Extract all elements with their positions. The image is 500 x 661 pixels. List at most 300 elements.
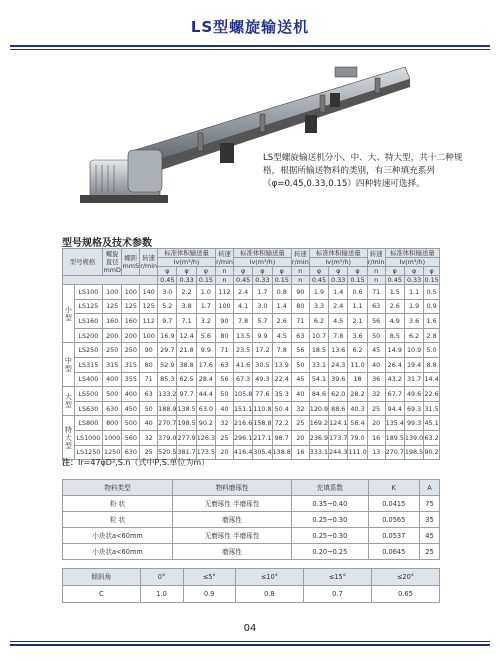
material-header: K [368, 480, 419, 496]
capacity-cell: 1.9 [309, 285, 328, 300]
material-cell: 粒 状 [63, 512, 173, 528]
capacity-cell: 45.1 [424, 416, 440, 431]
note-text: Ir=47φD²,S.n（式中P,S.单位为m） [78, 458, 210, 467]
capacity-cell: 39.6 [329, 372, 348, 387]
header-n: n [367, 267, 385, 276]
capacity-cell: 158.8 [253, 416, 272, 431]
speed-cell: 50 [291, 357, 309, 372]
header-speed: 转速r/min [367, 249, 385, 266]
capacity-cell: 4.5 [272, 328, 291, 343]
speed-cell: 90 [140, 343, 158, 358]
group-label: 大型 [63, 387, 75, 416]
title-rule-thin [10, 49, 490, 50]
capacity-cell: 72.2 [272, 416, 291, 431]
header-phi: φ [253, 267, 272, 276]
tilt-cell: 0.9 [183, 586, 235, 603]
speed-cell: 80 [140, 357, 158, 372]
capacity-cell: 3.2 [196, 314, 215, 329]
capacity-cell: 22.4 [272, 372, 291, 387]
capacity-cell: 173.7 [329, 430, 348, 445]
capacity-cell: 105.8 [233, 387, 252, 402]
capacity-cell: 35.3 [272, 387, 291, 402]
capacity-cell: 94.4 [385, 401, 404, 416]
model-cell: LS315 [74, 357, 102, 372]
group-label: 特大型 [63, 416, 75, 460]
capacity-cell: 40.3 [348, 401, 367, 416]
material-header: A [419, 480, 439, 496]
speed-cell: 63 [216, 357, 234, 372]
table-row [63, 387, 440, 402]
header-capacity: 标准体积输送量 [158, 249, 216, 258]
capacity-cell: 3.0 [158, 285, 177, 300]
tilt-cell: 0.65 [371, 586, 439, 603]
material-cell: 75 [419, 496, 439, 512]
capacity-cell: 18.5 [309, 343, 328, 358]
capacity-cell: 62.0 [329, 387, 348, 402]
capacity-cell: 270.7 [385, 445, 404, 460]
speed-cell: 71 [291, 314, 309, 329]
header-phi-value: 0.15 [348, 276, 367, 285]
capacity-cell: 138.8 [272, 445, 291, 460]
spec-table [62, 248, 440, 460]
header-n: n [367, 276, 385, 285]
material-cell: 0.0645 [368, 544, 419, 560]
model-cell: LS630 [74, 401, 102, 416]
speed-cell: 32 [216, 416, 234, 431]
capacity-cell: 69.3 [404, 401, 423, 416]
capacity-cell: 67.3 [233, 372, 252, 387]
diameter-cell: 1000 [102, 430, 121, 445]
capacity-cell: 5.2 [158, 299, 177, 314]
capacity-cell: 1.0 [196, 285, 215, 300]
header-phi: φ [158, 267, 177, 276]
capacity-cell: 3.6 [404, 314, 423, 329]
capacity-cell: 216.6 [233, 416, 252, 431]
capacity-cell: 169.2 [309, 416, 328, 431]
capacity-cell: 2.1 [348, 314, 367, 329]
material-cell: 无磨琢性 半磨琢性 [173, 496, 292, 512]
spec-header-row [63, 249, 440, 258]
capacity-cell: 85.3 [158, 372, 177, 387]
capacity-cell: 5.6 [196, 328, 215, 343]
capacity-cell: 8.8 [424, 357, 440, 372]
note-label: 注： [62, 458, 78, 467]
spec-header-row [63, 276, 440, 285]
tilt-header: 倾斜角 [63, 569, 141, 586]
model-cell: LS1250 [74, 445, 102, 460]
capacity-cell: 98.7 [272, 430, 291, 445]
capacity-cell: 26.4 [385, 357, 404, 372]
table-row [63, 586, 440, 603]
table-row [63, 496, 440, 512]
tilt-header: ≤20° [371, 569, 439, 586]
formula-note [62, 457, 209, 468]
capacity-cell: 520.5 [158, 445, 177, 460]
header-phi-value: 0.33 [329, 276, 348, 285]
capacity-cell: 90.2 [424, 445, 440, 460]
speed-cell: 32 [140, 430, 158, 445]
speed-cell: 90 [291, 285, 309, 300]
capacity-cell: 8.5 [385, 328, 404, 343]
capacity-cell: 11.0 [348, 357, 367, 372]
speed-cell: 32 [367, 387, 385, 402]
speed-cell: 40 [216, 401, 234, 416]
table-row [63, 343, 440, 358]
capacity-cell: 110.8 [253, 401, 272, 416]
capacity-cell: 2.4 [329, 299, 348, 314]
table-row [63, 401, 440, 416]
capacity-cell: 18 [348, 372, 367, 387]
speed-cell: 90 [216, 314, 234, 329]
capacity-cell: 19.4 [404, 357, 423, 372]
capacity-cell: 12.4 [177, 328, 196, 343]
capacity-cell: 28.2 [348, 387, 367, 402]
header-phi-value: 0.15 [424, 276, 439, 284]
material-cell: 小块状a<60mm [63, 544, 173, 560]
capacity-cell: 41.6 [233, 357, 252, 372]
capacity-cell: 133.2 [158, 387, 177, 402]
capacity-cell: 10.9 [404, 343, 423, 358]
speed-cell: 140 [140, 285, 158, 300]
speed-cell: 71 [216, 343, 234, 358]
capacity-cell: 5.7 [253, 314, 272, 329]
table-row [63, 357, 440, 372]
capacity-cell: 22.6 [424, 387, 440, 402]
diameter-cell: 630 [102, 401, 121, 416]
capacity-cell: 77.6 [253, 387, 272, 402]
speed-cell: 56 [216, 372, 234, 387]
model-cell: LS160 [74, 314, 102, 329]
capacity-cell: 9.7 [158, 314, 177, 329]
capacity-cell: 0.5 [424, 285, 440, 300]
capacity-cell: 1.6 [424, 314, 440, 329]
group-label: 小型 [63, 285, 75, 343]
capacity-cell: 50.4 [272, 401, 291, 416]
capacity-cell: 49.6 [404, 387, 423, 402]
speed-cell: 80 [216, 328, 234, 343]
material-header-row [63, 480, 440, 496]
material-cell: 0.0537 [368, 528, 419, 544]
header-n: n [216, 267, 234, 276]
speed-cell: 20 [291, 430, 309, 445]
model-cell: LS200 [74, 328, 102, 343]
header-n: n [291, 276, 309, 285]
capacity-cell: 138.5 [177, 401, 196, 416]
capacity-cell: 277.9 [177, 430, 196, 445]
material-cell: 45 [419, 528, 439, 544]
capacity-cell: 1.1 [348, 299, 367, 314]
header-phi-value: 0.33 [253, 276, 272, 285]
capacity-cell: 3.6 [348, 328, 367, 343]
capacity-cell: 305.4 [253, 445, 272, 460]
diameter-cell: 400 [102, 372, 121, 387]
capacity-cell: 7.8 [329, 328, 348, 343]
header-n: n [216, 276, 234, 285]
capacity-cell: 0.6 [348, 285, 367, 300]
table-row [63, 512, 440, 528]
table-row [63, 314, 440, 329]
capacity-cell: 236.9 [309, 430, 328, 445]
model-cell: LS125 [74, 299, 102, 314]
speed-cell: 20 [216, 445, 234, 460]
header-unit: Iv(m³/h) [158, 258, 216, 267]
table-row [63, 430, 440, 445]
capacity-cell: 29.7 [158, 343, 177, 358]
capacity-cell: 49.3 [253, 372, 272, 387]
model-cell: LS500 [74, 387, 102, 402]
table-row [63, 544, 440, 560]
capacity-cell: 88.6 [329, 401, 348, 416]
material-header: 物料磨琢性 [173, 480, 292, 496]
capacity-cell: 111.0 [348, 445, 367, 460]
header-unit: Iv(m³/h) [309, 258, 367, 267]
capacity-cell: 16.9 [158, 328, 177, 343]
table-row [63, 299, 440, 314]
pitch-cell: 160 [122, 314, 140, 329]
capacity-cell: 43.2 [385, 372, 404, 387]
capacity-cell: 9.9 [253, 328, 272, 343]
tilt-cell: 1.0 [140, 586, 183, 603]
capacity-cell: 244.3 [329, 445, 348, 460]
capacity-cell: 7.8 [233, 314, 252, 329]
speed-cell: 100 [216, 299, 234, 314]
footer-rule-thin [10, 641, 490, 642]
capacity-cell: 54.1 [309, 372, 328, 387]
header-capacity: 标准体积输送量 [309, 249, 367, 258]
header-phi-value: 0.45 [233, 276, 252, 285]
capacity-cell: 379.0 [158, 430, 177, 445]
speed-cell: 125 [140, 299, 158, 314]
capacity-cell: 33.1 [309, 357, 328, 372]
speed-cell: 71 [140, 372, 158, 387]
capacity-cell: 13.9 [272, 357, 291, 372]
header-phi: φ [385, 267, 404, 276]
capacity-cell: 1.7 [253, 285, 272, 300]
capacity-cell: 30.5 [253, 357, 272, 372]
speed-cell: 25 [367, 401, 385, 416]
material-cell: 0.0415 [368, 496, 419, 512]
speed-cell: 63 [367, 299, 385, 314]
material-cell: 0.0565 [368, 512, 419, 528]
header-unit: Iv(m³/h) [233, 258, 291, 267]
diameter-cell: 200 [102, 328, 121, 343]
header-phi-value: 0.15 [272, 276, 291, 285]
pitch-cell: 315 [122, 357, 140, 372]
capacity-cell: 270.7 [158, 416, 177, 431]
material-cell: 小块状a<60mm [63, 528, 173, 544]
tilt-header: 0° [140, 569, 183, 586]
header-phi: φ [404, 267, 423, 276]
capacity-cell: 79.0 [348, 430, 367, 445]
diameter-cell: 250 [102, 343, 121, 358]
material-cell: 0.25~0.30 [292, 528, 369, 544]
speed-cell: 56 [291, 343, 309, 358]
header-phi: φ [329, 267, 348, 276]
capacity-cell: 6.2 [309, 314, 328, 329]
capacity-cell: 416.4 [233, 445, 252, 460]
capacity-cell: 6.2 [404, 328, 423, 343]
capacity-cell: 4.5 [329, 314, 348, 329]
capacity-cell: 139.0 [404, 430, 423, 445]
capacity-cell: 10.7 [309, 328, 328, 343]
model-cell: LS800 [74, 416, 102, 431]
speed-cell: 40 [291, 387, 309, 402]
capacity-cell: 1.7 [196, 299, 215, 314]
capacity-cell: 173.5 [196, 445, 215, 460]
material-cell: 磨琢性 [173, 512, 292, 528]
capacity-cell: 4.1 [233, 299, 252, 314]
capacity-cell: 124.1 [329, 416, 348, 431]
model-cell: LS250 [74, 343, 102, 358]
capacity-cell: 217.1 [253, 430, 272, 445]
capacity-cell: 62.5 [177, 372, 196, 387]
capacity-cell: 24.3 [329, 357, 348, 372]
header-phi: φ [233, 267, 252, 276]
tilt-header-row [63, 569, 440, 586]
capacity-cell: 2.4 [233, 285, 252, 300]
capacity-cell: 63.0 [196, 401, 215, 416]
material-cell: 0.25~0.30 [292, 512, 369, 528]
capacity-cell: 67.7 [385, 387, 404, 402]
material-header: 物料类型 [63, 480, 173, 496]
material-cell: 粉 状 [63, 496, 173, 512]
capacity-cell: 296.1 [233, 430, 252, 445]
capacity-cell: 333.1 [309, 445, 328, 460]
speed-cell: 63 [291, 328, 309, 343]
header-speed: 转速r/min [140, 249, 158, 276]
header-phi: φ [177, 267, 196, 276]
header-phi: φ [348, 267, 367, 276]
tilt-header: ≤15° [303, 569, 371, 586]
header-model: 型号规格 [63, 249, 103, 276]
pitch-cell: 200 [122, 328, 140, 343]
speed-cell: 40 [140, 416, 158, 431]
capacity-cell: 21.8 [177, 343, 196, 358]
header-unit: Iv(m³/h) [385, 258, 439, 267]
capacity-cell: 28.4 [196, 372, 215, 387]
speed-cell: 20 [367, 416, 385, 431]
capacity-cell: 14.4 [424, 372, 440, 387]
pitch-cell: 100 [122, 285, 140, 300]
capacity-cell: 14.9 [385, 343, 404, 358]
diameter-cell: 1250 [102, 445, 121, 460]
capacity-cell: 2.6 [385, 299, 404, 314]
diameter-cell: 160 [102, 314, 121, 329]
speed-cell: 112 [216, 285, 234, 300]
capacity-cell: 198.5 [404, 445, 423, 460]
speed-cell: 50 [216, 387, 234, 402]
speed-cell: 16 [367, 430, 385, 445]
product-description: LS型螺旋输送机分小、中、大、特大型，共十二种规格，根据所输送物料的类别，有三种填充系列（φ=0.45,0.33,0.15）四种转速可选择。 [263, 153, 463, 189]
capacity-cell: 31.5 [424, 401, 440, 416]
header-phi-value: 0.45 [158, 276, 177, 285]
material-cell: 无磨琢性 半磨琢性 [173, 528, 292, 544]
diameter-cell: 100 [102, 285, 121, 300]
material-cell: 35 [419, 512, 439, 528]
speed-cell: 25 [216, 430, 234, 445]
header-speed: 转速r/min [291, 249, 309, 266]
table-row [63, 285, 440, 300]
capacity-cell: 63.2 [424, 430, 440, 445]
speed-cell: 50 [140, 401, 158, 416]
capacity-cell: 44.4 [196, 387, 215, 402]
speed-cell: 112 [140, 314, 158, 329]
pitch-cell: 355 [122, 372, 140, 387]
speed-cell: 32 [291, 401, 309, 416]
capacity-cell: 99.3 [404, 416, 423, 431]
material-header: 充填系数 [292, 480, 369, 496]
page-title: LS型螺旋输送机 [190, 18, 310, 36]
footer-rule [10, 644, 490, 646]
speed-cell: 40 [367, 357, 385, 372]
capacity-cell: 3.8 [177, 299, 196, 314]
capacity-cell: 38.8 [177, 357, 196, 372]
material-cell: 0.35~0.40 [292, 496, 369, 512]
capacity-cell: 17.6 [196, 357, 215, 372]
capacity-cell: 23.5 [233, 343, 252, 358]
speed-cell: 45 [367, 343, 385, 358]
speed-cell: 13 [367, 445, 385, 460]
capacity-cell: 135.4 [385, 416, 404, 431]
pitch-cell: 560 [122, 430, 140, 445]
title-rule [10, 45, 490, 47]
tilt-cell: 0.7 [303, 586, 371, 603]
header-capacity: 标准体积输送量 [233, 249, 291, 258]
pitch-cell: 400 [122, 387, 140, 402]
speed-cell: 50 [367, 328, 385, 343]
tilt-table [62, 568, 440, 603]
tilt-header: ≤10° [235, 569, 303, 586]
model-cell: LS100 [74, 285, 102, 300]
pitch-cell: 630 [122, 445, 140, 460]
speed-cell: 63 [140, 387, 158, 402]
header-n: n [291, 267, 309, 276]
group-label: 中型 [63, 343, 75, 387]
capacity-cell: 7.8 [272, 343, 291, 358]
capacity-cell: 84.6 [309, 387, 328, 402]
header-pitch: 螺距mmS [122, 249, 140, 276]
capacity-cell: 189.5 [385, 430, 404, 445]
capacity-cell: 2.2 [177, 285, 196, 300]
capacity-cell: 6.2 [348, 343, 367, 358]
capacity-cell: 381.7 [177, 445, 196, 460]
header-phi-value: 0.33 [404, 276, 423, 285]
header-phi: φ [196, 267, 215, 276]
capacity-cell: 9.9 [196, 343, 215, 358]
tilt-header: ≤5° [183, 569, 235, 586]
speed-cell: 25 [140, 445, 158, 460]
capacity-cell: 56.4 [348, 416, 367, 431]
speed-cell: 16 [291, 445, 309, 460]
capacity-cell: 2.6 [272, 314, 291, 329]
capacity-cell: 97.7 [177, 387, 196, 402]
capacity-cell: 151.1 [233, 401, 252, 416]
header-capacity: 标准体积输送量 [385, 249, 439, 258]
header-speed: 转速r/min [216, 249, 233, 266]
capacity-cell: 7.1 [177, 314, 196, 329]
capacity-cell: 1.5 [385, 285, 404, 300]
diameter-cell: 125 [102, 299, 121, 314]
capacity-cell: 126.3 [196, 430, 215, 445]
material-cell: 0.20~0.25 [292, 544, 369, 560]
pitch-cell: 450 [122, 401, 140, 416]
speed-cell: 25 [291, 416, 309, 431]
capacity-cell: 1.1 [404, 285, 423, 300]
pitch-cell: 125 [122, 299, 140, 314]
speed-cell: 45 [291, 372, 309, 387]
material-table [62, 479, 440, 560]
capacity-cell: 3.0 [253, 299, 272, 314]
